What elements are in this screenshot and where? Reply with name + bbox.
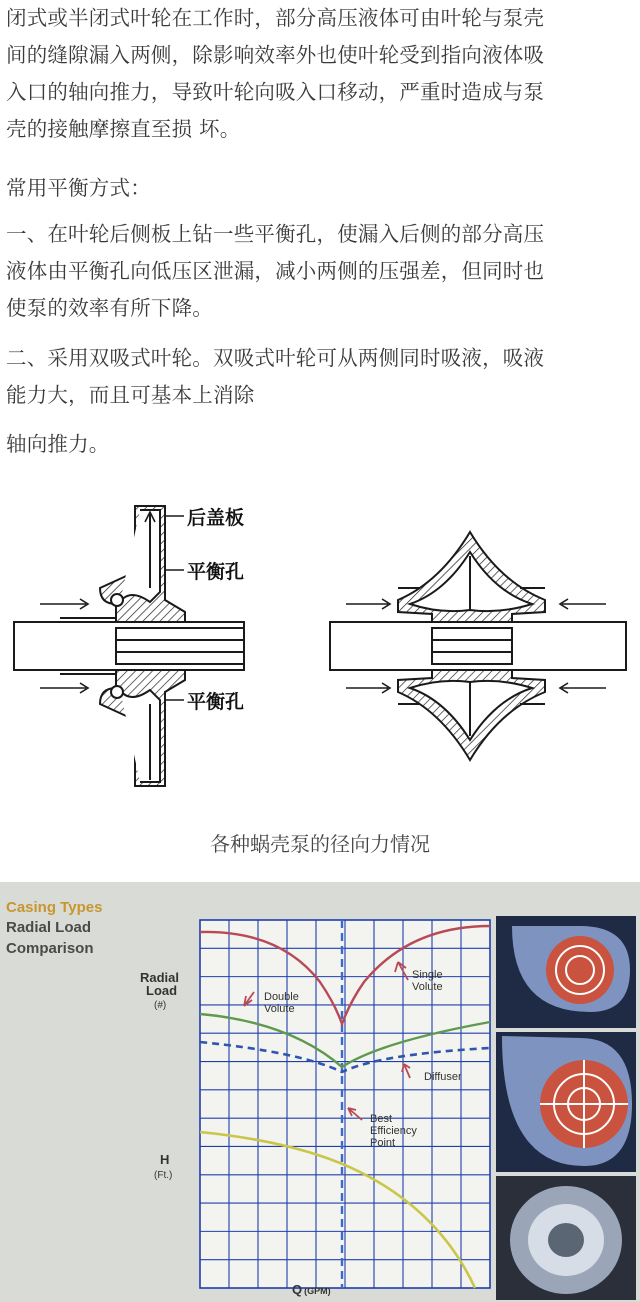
y-axis-label: Radial [140, 970, 180, 985]
paragraph-method-two-end [6, 426, 634, 463]
text-line: 常用平衡方式： [6, 176, 151, 200]
label-balance-hole: 平衡孔 [187, 561, 245, 583]
label-back-plate: 后盖板 [187, 507, 245, 529]
impeller-diagram [0, 492, 640, 792]
label-balance-hole: 平衡孔 [187, 691, 245, 713]
text-line: 使泵的效率有所下降。 [6, 296, 213, 320]
text-line: 二、采用双吸式叶轮。双吸式叶轮可从两侧同时吸液，吸液 [6, 346, 545, 370]
diffuser-casing-image [496, 1176, 636, 1300]
annotation-double-volute: Volute [264, 1003, 295, 1015]
text-line: 液体由平衡孔向低压区泄漏，减小两侧的压强差，但同时也 [6, 259, 545, 283]
annotation-double-volute: Double [264, 991, 299, 1003]
figure-caption: 各种蜗壳泵的径向力情况 [210, 832, 430, 856]
annotation-bep: Best [370, 1113, 393, 1125]
single-volute-casing-image [496, 916, 636, 1028]
y-axis-label: (#) [154, 1000, 167, 1011]
annotation-bep: Efficiency [370, 1125, 417, 1137]
double-suction-impeller [330, 532, 626, 760]
chart-heading: Comparison [6, 940, 94, 957]
paragraph-method-two [6, 340, 634, 414]
text-line: 轴向推力。 [6, 432, 110, 456]
text-line: 入口的轴向推力，导致叶轮向吸入口移动，严重时造成与泵 [6, 80, 545, 104]
chart-heading: Radial Load [6, 919, 92, 936]
annotation-diffuser: Diffuser [424, 1071, 462, 1083]
paragraph-leakage [6, 0, 634, 148]
chart-heading: Casing Types [6, 899, 103, 916]
double-volute-casing-image [496, 1032, 636, 1172]
single-suction-impeller [14, 506, 244, 786]
paragraph-method-one [6, 216, 634, 327]
x-axis-label: Q (GPM) [292, 1282, 331, 1297]
y2-axis-label: H [160, 1152, 170, 1167]
radial-load-chart-photo [0, 882, 640, 1302]
text-line: 一、在叶轮后侧板上钻一些平衡孔，使漏入后侧的部分高压 [6, 222, 545, 246]
paragraph-methods-heading [6, 170, 634, 207]
y2-axis-label: (Ft.) [154, 1170, 173, 1181]
radial-load-chart [0, 882, 640, 1302]
text-line: 间的缝隙漏入两侧，除影响效率外也使叶轮受到指向液体吸 [6, 43, 545, 67]
text-line: 能力大，而且可基本上消除 [6, 383, 255, 407]
text-line: 闭式或半闭式叶轮在工作时，部分高压液体可由叶轮与泵壳 [6, 6, 545, 30]
annotation-bep: Point [370, 1137, 396, 1149]
y-axis-label: Load [146, 983, 178, 998]
annotation-single-volute: Volute [412, 981, 443, 993]
text-line: 壳的接触摩擦直至损 坏。 [6, 117, 241, 141]
annotation-single-volute: Single [412, 969, 443, 981]
